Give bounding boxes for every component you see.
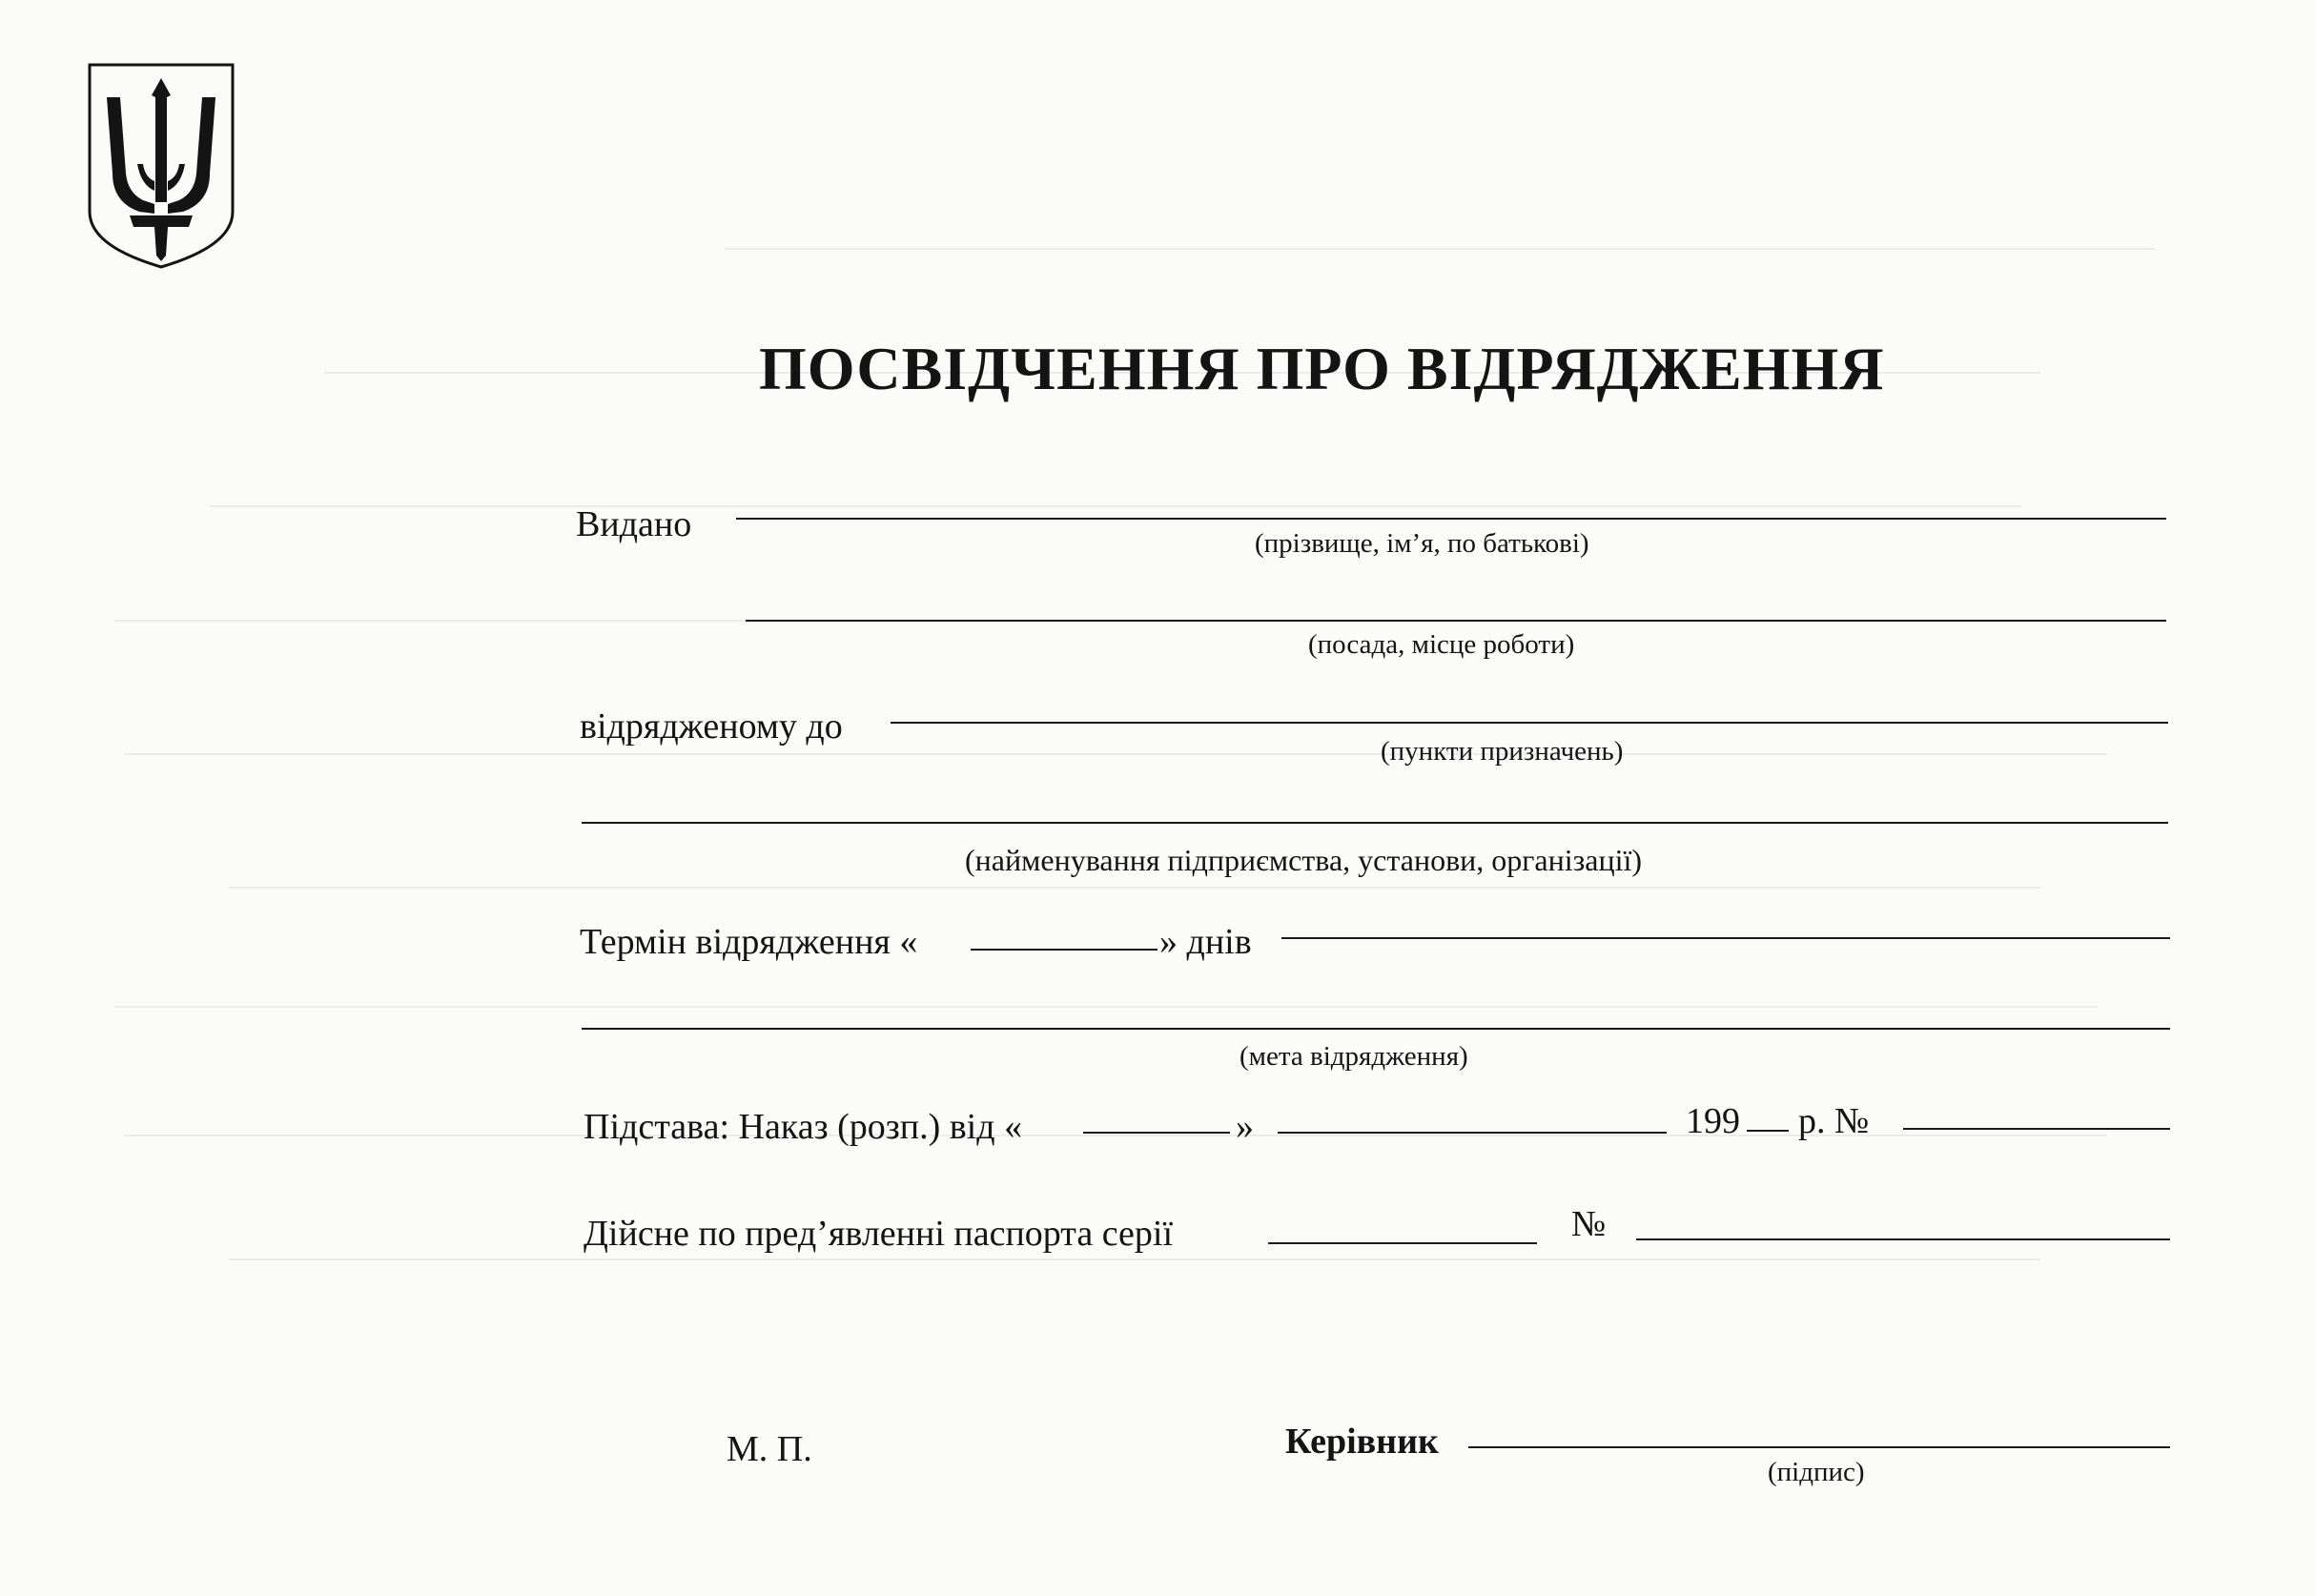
destinations-field[interactable] [891,722,2168,724]
passport-number-sign: № [1571,1204,1607,1244]
term-label: Термін відрядження « [580,922,918,962]
term-dates-field[interactable] [1281,937,2170,939]
basis-year-suffix: р. № [1798,1101,1870,1141]
issued-label: Видано [576,504,692,544]
organization-field[interactable] [582,822,2168,824]
position-field[interactable] [746,620,2166,622]
document-title: ПОСВІДЧЕННЯ ПРО ВІДРЯДЖЕННЯ [759,335,1885,402]
stamp-label: М. П. [727,1429,812,1469]
passport-label: Дійсне по пред’явленні паспорта серії [584,1214,1174,1254]
sent-to-label: відрядженому до [580,706,843,747]
issued-name-hint: (прізвище, ім’я, по батькові) [1255,528,1589,559]
trident-emblem-icon [84,59,238,271]
basis-year: 199 [1686,1101,1740,1141]
destinations-hint: (пункти призначень) [1381,736,1624,767]
head-label: Керівник [1285,1422,1439,1462]
term-days-label: » днів [1159,922,1252,962]
issued-name-field[interactable] [736,518,2166,520]
basis-number-field[interactable] [1903,1128,2170,1130]
purpose-hint: (мета відрядження) [1239,1041,1468,1072]
basis-year-field[interactable] [1747,1130,1789,1132]
signature-hint: (підпис) [1768,1457,1865,1487]
purpose-field[interactable] [582,1028,2170,1030]
basis-day-field[interactable] [1083,1132,1230,1134]
basis-month-field[interactable] [1278,1132,1667,1134]
head-signature-field[interactable] [1468,1446,2170,1448]
passport-series-field[interactable] [1268,1242,1537,1244]
passport-number-field[interactable] [1636,1238,2170,1240]
basis-quote-close: » [1236,1107,1254,1147]
organization-hint: (найменування підприємства, установи, організації) [965,843,1643,877]
basis-label: Підстава: Наказ (розп.) від « [584,1107,1023,1147]
position-hint: (посада, місце роботи) [1308,629,1575,660]
term-days-field[interactable] [971,949,1158,951]
